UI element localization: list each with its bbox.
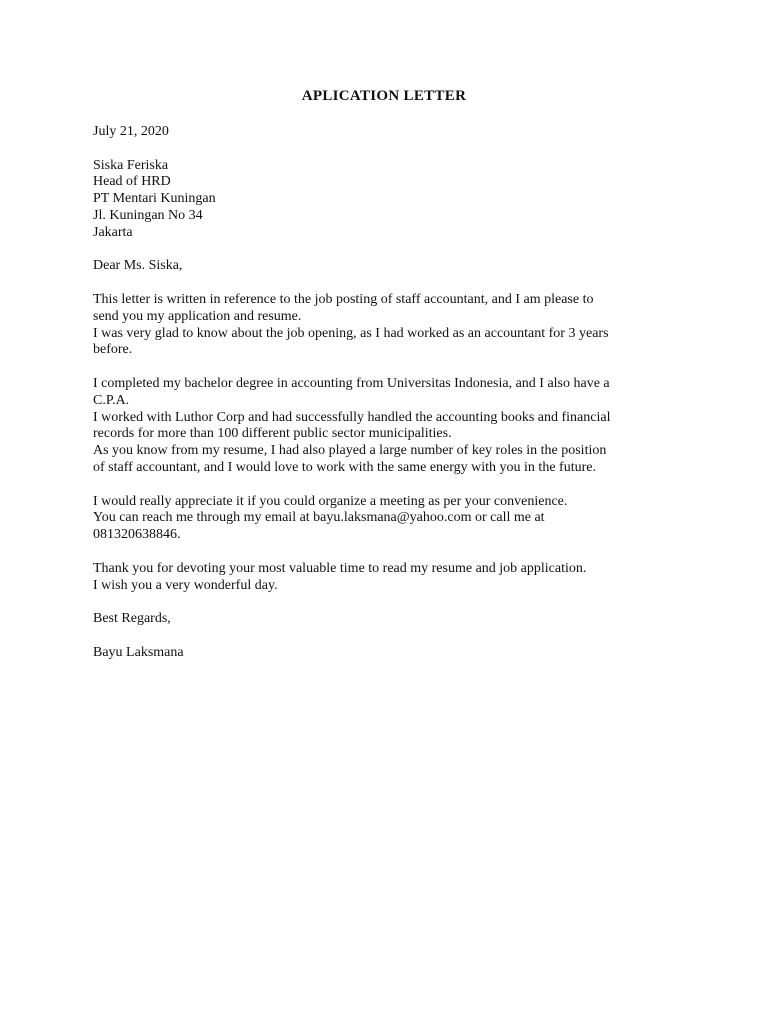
paragraph-3 <box>93 494 693 544</box>
spacer <box>93 242 693 259</box>
paragraph-1 <box>93 292 693 359</box>
paragraph-line: I completed my bachelor degree in accounting from Universitas Indonesia, and I also have a <box>93 375 610 391</box>
recipient-title: Head of HRD <box>93 174 171 190</box>
paragraph-line: I was very glad to know about the job opening, as I had worked as an accountant for 3 years <box>93 325 609 341</box>
recipient-name: Siska Feriska <box>93 157 169 173</box>
signature-name: Bayu Laksmana <box>93 644 184 660</box>
paragraph-4 <box>93 561 693 595</box>
spacer <box>93 628 693 645</box>
recipient-address: Jl. Kuningan No 34 <box>93 207 203 223</box>
paragraph-2 <box>93 376 693 477</box>
recipient-company: PT Mentari Kuningan <box>93 191 216 207</box>
paragraph-line: I worked with Luthor Corp and had successfully handled the accounting books and financial <box>93 409 611 425</box>
spacer <box>93 594 693 611</box>
paragraph-line: records for more than 100 different public sector municipalities. <box>93 426 452 442</box>
paragraph-line: As you know from my resume, I had also played a large number of key roles in the position <box>93 443 607 459</box>
spacer <box>93 477 693 494</box>
spacer <box>93 275 693 292</box>
paragraph-line: of staff accountant, and I would love to work with the same energy with you in the future. <box>93 459 596 475</box>
letter-title: APLICATION LETTER <box>301 88 467 104</box>
paragraph-line: send you my application and resume. <box>93 308 302 324</box>
spacer <box>93 544 693 561</box>
letter-date: July 21, 2020 <box>93 124 169 139</box>
closing: Best Regards, <box>93 611 171 627</box>
spacer <box>93 141 693 158</box>
paragraph-line: 081320638846. <box>93 527 181 543</box>
letter-body <box>93 124 693 662</box>
salutation: Dear Ms. Siska, <box>93 258 183 274</box>
paragraph-line: before. <box>93 342 133 358</box>
paragraph-line: I would really appreciate it if you could organize a meeting as per your convenience. <box>93 493 568 509</box>
paragraph-line: This letter is written in reference to the job posting of staff accountant, and I am please to <box>93 291 594 307</box>
paragraph-line: You can reach me through my email at bayu.laksmana@yahoo.com or call me at <box>93 510 545 526</box>
paragraph-line: I wish you a very wonderful day. <box>93 577 278 593</box>
paragraph-line: Thank you for devoting your most valuable time to read my resume and job application. <box>93 560 587 576</box>
paragraph-line: C.P.A. <box>93 392 130 408</box>
spacer <box>93 359 693 376</box>
recipient-city: Jakarta <box>93 224 133 240</box>
recipient-block <box>93 158 693 242</box>
